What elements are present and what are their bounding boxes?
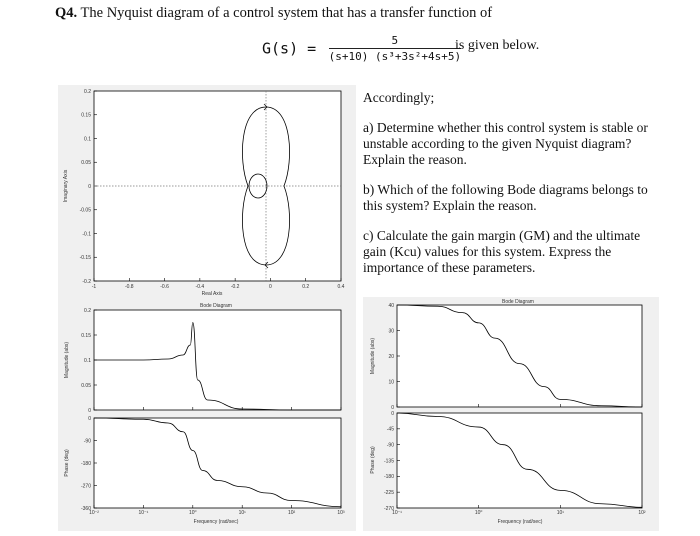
xtick-label: 10⁰ [474,510,483,516]
bode1-chart [58,297,356,531]
formula-denominator: (s+10) (s³+3s²+4s+5) [328,50,462,63]
phase-ytick-label: -270 [80,483,91,490]
nyquist-xtick-label: -0.6 [160,284,169,290]
mag-ytick-label: 0.1 [84,357,91,364]
nyquist-ytick-label: 0.1 [84,136,91,143]
phase-ytick-label: 0 [391,410,394,417]
phase-ytick-label: -135 [383,458,394,465]
bode2-phase-ylabel: Phase (deg) [370,446,376,474]
nyquist-xtick-label: -0.4 [195,284,205,290]
bode1-phase-ylabel: Phase (deg) [64,449,70,477]
mag-ytick-label: 30 [388,328,394,335]
nyquist-xtick-label: 0.2 [302,284,310,290]
xtick-label: 10¹ [238,510,246,516]
phase-ytick-label: -180 [383,474,394,481]
part-b: b) Which of the following Bode diagrams belongs to this system? Explain the reason. [363,182,648,213]
xtick-label: 10³ [337,510,345,516]
phase-ytick-label: -270 [383,505,394,512]
nyquist-xlabel: Real Axis [201,291,223,297]
mag-ytick-label: 0.15 [81,332,91,339]
mag-ytick-label: 0 [88,407,91,414]
xtick-label: 10² [287,510,296,516]
mag-ytick-label: 0.05 [81,382,91,389]
nyquist-ytick-label: 0.2 [84,88,91,95]
xtick-label: 10¹ [556,510,564,516]
xtick-label: 10⁰ [189,510,197,516]
nyquist-ytick-label: -0.05 [79,207,91,214]
nyquist-ytick-label: 0.05 [81,160,91,167]
nyquist-ytick-label: -0.2 [82,278,91,285]
mag-ytick-label: 20 [388,353,394,360]
nyquist-ytick-label: 0.15 [81,112,91,119]
xtick-label: 10² [638,510,646,516]
nyquist-xtick-label: -0.2 [230,284,240,290]
phase-ytick-label: 0 [88,415,91,422]
mag-ytick-label: 0 [391,404,394,411]
phase-ytick-label: -180 [80,460,91,467]
bode1-mag-ylabel: Magnitude (abs) [64,341,70,379]
nyquist-xtick-label: -0.8 [124,284,134,290]
xtick-label: 10⁻¹ [138,510,149,516]
nyquist-ytick-label: -0.15 [79,255,91,262]
given-text: is given below. [455,38,540,53]
bode2-chart [363,297,659,531]
mag-ytick-label: 40 [388,302,394,309]
formula-numerator: 5 [329,34,461,49]
phase-ytick-label: -360 [80,505,91,512]
nyquist-chart [58,85,356,297]
xtick-label: 10⁻¹ [392,510,402,516]
formula-lhs: G(s) = [262,39,317,58]
bode2-title: Bode Diagram [502,299,534,305]
part-c: c) Calculate the gain margin (GM) and the ultimate gain (Kcu) values for this system. Express the importance of these parameters. [363,228,641,275]
part-a: a) Determine whether this control system is stable or unstable according to the given Nyquist diagram? Explain the reason. [363,120,648,167]
phase-ytick-label: -90 [386,442,394,449]
accordingly-text: Accordingly; [363,90,435,105]
question-text: The Nyquist diagram of a control system that has a transfer function of [80,5,493,21]
phase-ytick-label: -225 [383,489,394,496]
bode1-title: Bode Diagram [200,303,232,309]
mag-ytick-label: 10 [388,379,394,386]
phase-ytick-label: -45 [386,426,394,433]
phase-ytick-label: -90 [83,438,91,445]
nyquist-xtick-label: 0.4 [337,284,345,290]
xtick-label: 10⁻² [89,510,99,516]
question-number: Q4. [55,5,78,21]
nyquist-xtick-label: 0 [269,284,272,290]
bode1-phase-area [94,418,341,508]
bode2-mag-ylabel: Magnitude (abs) [370,337,376,375]
bode2-mag-area [397,305,642,407]
bode1-xlabel: Frequency (rad/sec) [193,519,239,525]
nyquist-xtick-label: -1 [91,284,97,290]
mag-ytick-label: 0.2 [84,307,91,314]
nyquist-ylabel: Imaginary Axis [63,169,69,203]
nyquist-ytick-label: 0 [88,183,91,190]
bode2-xlabel: Frequency (rad/sec) [497,519,543,525]
bode2-phase-area [397,413,642,508]
nyquist-ytick-label: -0.1 [82,231,91,238]
